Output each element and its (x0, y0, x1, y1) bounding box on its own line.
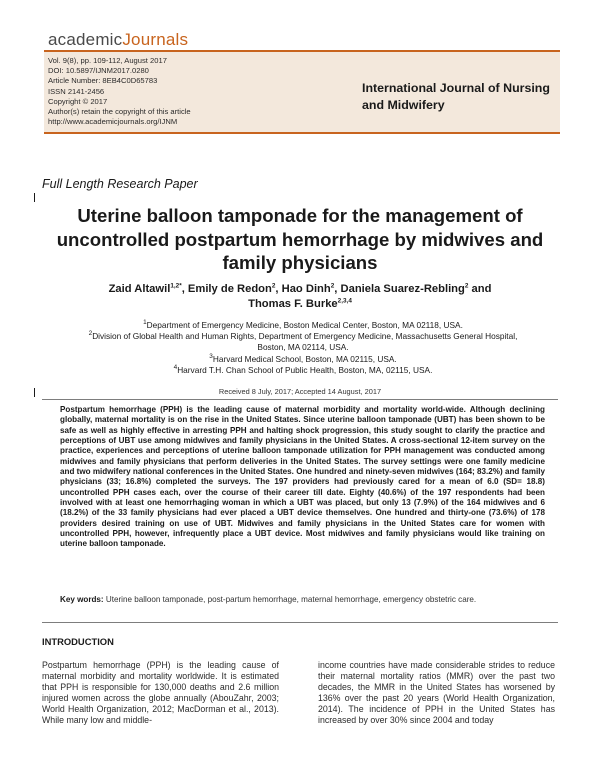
author-affil-sup: 2 (464, 282, 469, 290)
intro-column-right: income countries have made considerable strides to reduce their maternal mortality ratios (MMR) over the past two decades, the MMR in the United States has worsened by 136% over the past 20 years (World Health Organization, 2014). The incidence of PPH in the United States has increased by over 30% since 2004 and today (318, 660, 555, 725)
logo-academic: academic (48, 30, 123, 49)
intro-column-left: Postpartum hemorrhage (PPH) is the leading cause of maternal morbidity and mortality worldwide. It is estimated that PPH is responsible for 130,000 deaths and 2.6 million injured women across the globe annually (AbouZahr, 2003; World Health Organization, 2012; MacDorman et al., 2013). While many low and middle- (42, 660, 279, 725)
meta-issn: ISSN 2141-2456 (48, 86, 105, 96)
author-name: Zaid Altawil (108, 283, 171, 295)
logo-journals: Journals (122, 30, 189, 49)
meta-volume: Vol. 9(8), pp. 109-112, August 2017 (48, 56, 167, 65)
keywords-label: Key words: (60, 595, 104, 604)
keywords (60, 595, 545, 606)
affiliation-1: $^1$Department of Emergency Medicine, Boston Medical Center, Boston, MA 02118, USA. (143, 319, 463, 330)
author-list: Zaid Altawil$^{1,2*}$, Emily de Redon$^2$, Hao Dinh$^2$, Daniela Suarez-Rebling$^2$ and Thomas F. Burke$^{2,3,4}$ (108, 282, 492, 310)
keywords-text: Uterine balloon tamponade, post-partum hemorrhage, maternal hemorrhage, emergency obstetric care. (105, 595, 477, 604)
author-affil-sup: 1,2* (170, 282, 182, 290)
author-affil-sup: 2,3,4 (337, 296, 352, 304)
affiliation-2-cont: Boston, MA 02114, USA. (257, 342, 349, 353)
abstract: Postpartum hemorrhage (PPH) is the leading cause of maternal morbidity and mortality world-wide. Although declining globally, maternal mortality is on the rise in the United States. Since uterine balloon tamponade (UBT) has been shown to be safe as well as highly effective in arresting PPH and halting shock progression, this study sought to clarify the practice and perceptions of UBT use among midwives and family physicians in the United States. A cross-sectional 12-item survey on the practice, experiences and perceptions of uterine balloon tamponade utilization for PPH management was conducted among midwives and family physicians that perform deliveries in the United States. The survey settings were one family medicine and two midwifery national conferences in the United States. One hundred and ninety-seven midwives (164; 83.2%) and family physicians (33; 16.8%) completed the surveys. The 197 providers had previously cared for a mean of 6.0 (SD= 18.8) uncontrolled PPH cases each, over the course of their career till date. Eighty (40.6%) of the 197 respondents had been involved with at least one hemorrhaging woman in which a UBT was placed, but only 13 (7.9%) of the 164 midwives and 6 (18.2%) of the 33 family physicians had ever placed a UBT device themselves. One hundred and thirty-one (73.6%) of 178 providers desired training on use of UBT. Midwives and family physicians in the United States care for women with uncontrolled PPH, however, infrequently place a UBT device. Most midwives and family physicians would like training on uterine balloon tamponade. (60, 405, 545, 549)
author-affil-sup: 2 (271, 282, 276, 290)
article-title (42, 204, 558, 275)
affiliation-2: $^2$Division of Global Health and Human Rights, Department of Emergency Medicine, Massachusetts General Hospital, (88, 330, 518, 342)
meta-url[interactable]: http://www.academicjournals.org/IJNM (48, 117, 178, 127)
header-bottom-rule (44, 132, 560, 134)
meta-doi: DOI: 10.5897/IJNM2017.0280 (48, 66, 149, 76)
meta-rights: Author(s) retain the copyright of this article (48, 107, 191, 117)
meta-copyright: Copyright © 2017 (48, 96, 108, 106)
journal-name-line2: and Midwifery (362, 97, 445, 112)
abstract-top-rule (42, 399, 558, 400)
margin-mark (34, 193, 35, 202)
received-dates: Received 8 July, 2017; Accepted 14 August, 2017 (218, 387, 382, 396)
title-line: Uterine balloon tamponade for the management of (77, 205, 523, 226)
journal-name-line1: International Journal of Nursing (362, 81, 550, 95)
author-name: Hao Dinh (281, 283, 331, 295)
article-meta (48, 56, 191, 127)
affiliation-4: $^4$Harvard T.H. Chan School of Public Health, Boston, MA, 02115, USA. (173, 364, 433, 375)
title-line: family physicians (222, 252, 378, 273)
author-name: Thomas F. Burke (248, 297, 338, 310)
journal-name (362, 80, 552, 113)
abstract-bottom-rule (42, 622, 558, 623)
affiliations (48, 320, 558, 376)
author-affil-sup: 2 (330, 282, 335, 290)
section-heading-introduction: INTRODUCTION (42, 636, 114, 647)
meta-article-number: Article Number: 8EB4C0D65783 (48, 76, 158, 86)
title-line: uncontrolled postpartum hemorrhage by midwives and (56, 228, 544, 250)
publisher-logo (48, 30, 188, 50)
author-name: Emily de Redon (187, 283, 272, 295)
paper-type: Full Length Research Paper (42, 177, 198, 191)
affiliation-3: $^3$Harvard Medical School, Boston, MA 02115, USA. (209, 352, 397, 364)
author-name: Daniela Suarez-Rebling (340, 283, 465, 295)
